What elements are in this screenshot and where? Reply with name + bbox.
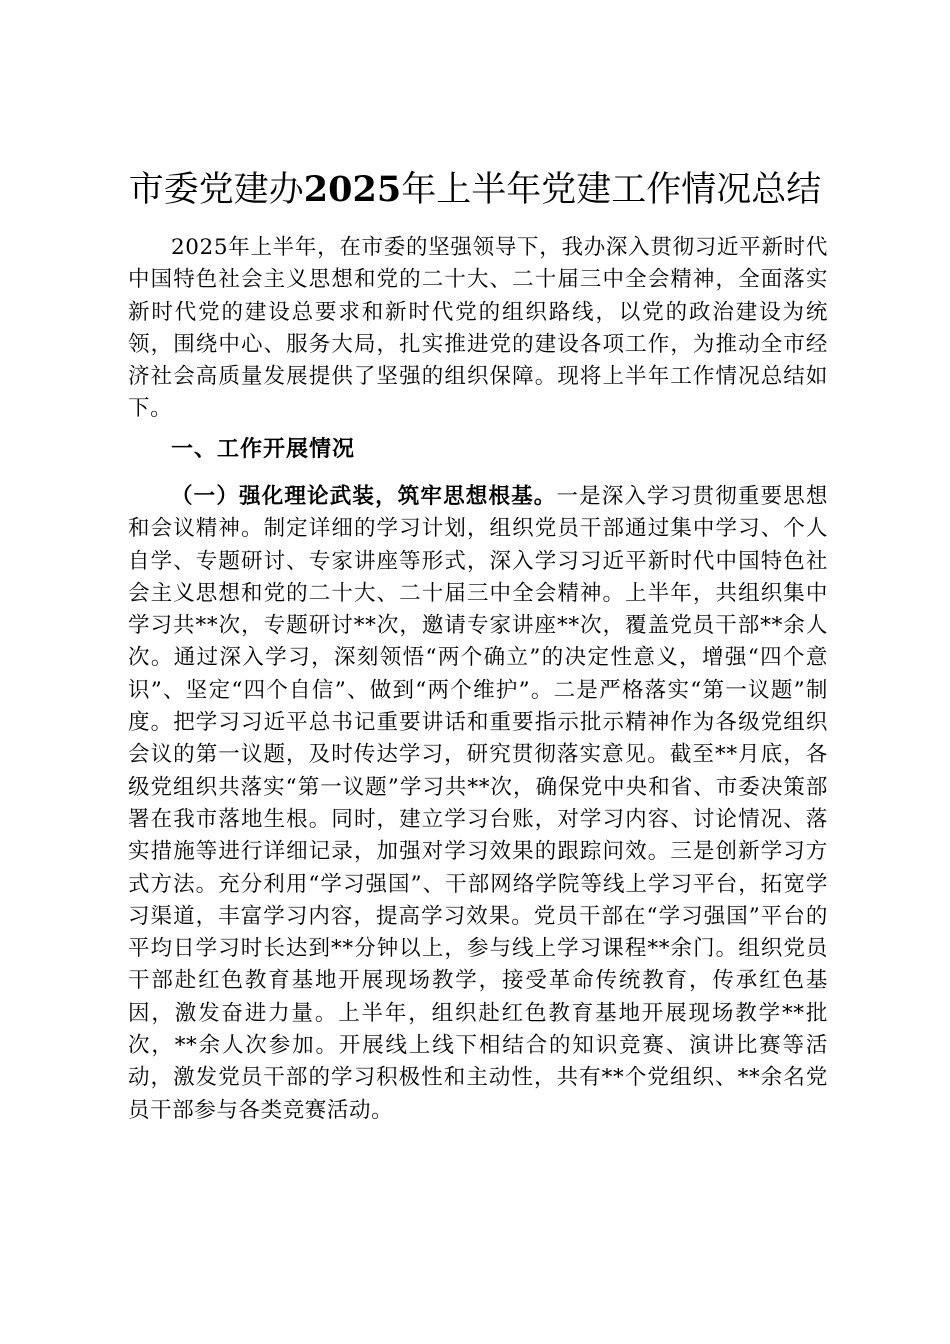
intro-paragraph: 2025年上半年，在市委的坚强领导下，我办深入贯彻习近平新时代中国特色社会主义思想和党的二十大、二十届三中全会精神，全面落实新时代党的建设总要求和新时代党的组织路线，以党的政治建设为统领，围绕中心、服务大局，扎实推进党的建设各项工作，为推动全市经济社会高质量发展提供了坚强的组织保障。现将上半年工作情况总结如下。 — [128, 235, 828, 422]
document-title — [100, 166, 850, 214]
title-suffix: 年上半年党建工作情况总结 — [401, 170, 822, 210]
title-prefix: 市委党建办 — [128, 170, 304, 210]
section-heading: 一、工作开展情况 — [171, 436, 356, 462]
subsection-paragraph — [128, 481, 828, 1127]
title-year: 2025 — [303, 169, 402, 210]
subsection-lead: （一）强化理论武装，筑牢思想根基。 — [171, 484, 557, 509]
subsection-body: 一是深入学习贯彻重要思想和会议精神。制定详细的学习计划，组织党员干部通过集中学习、个人自学、专题研讨、专家讲座等形式，深入学习习近平新时代中国特色社会主义思想和党的二十大、二十届三中全会精神。上半年，共组织集中学习共**次，专题研讨**次，邀请专家讲座**次，覆盖党员干部**余人次。通过深入学习，深刻领悟“两个确立”的决定性意义，增强“四个意识”、坚定“四个自信”、做到“两个维护”。二是严格落实“第一议题”制度。把学习习近平总书记重要讲话和重要指示批示精神作为各级党组织会议的第一议题，及时传达学习，研究贯彻落实意见。截至**月底，各级党组织共落实“第一议题”学习共**次，确保党中央和省、市委决策部署在我市落地生根。同时，建立学习台账，对学习内容、讨论情况、落实措施等进行详细记录，加强对学习效果的跟踪问效。三是创新学习方式方法。充分利用“学习强国”、干部网络学院等线上学习平台，拓宽学习渠道，丰富学习内容，提高学习效果。党员干部在“学习强国”平台的平均日学习时长达到**分钟以上，参与线上学习课程**余门。组织党员干部赴红色教育基地开展现场教学，接受革命传统教育，传承红色基因，激发奋进力量。上半年，组织赴红色教育基地开展现场教学**批次，**余人次参加。开展线上线下相结合的知识竞赛、演讲比赛等活动，激发党员干部的学习积极性和主动性，共有**个党组织、**余名党员干部参与各类竞赛活动。 — [128, 484, 829, 1123]
